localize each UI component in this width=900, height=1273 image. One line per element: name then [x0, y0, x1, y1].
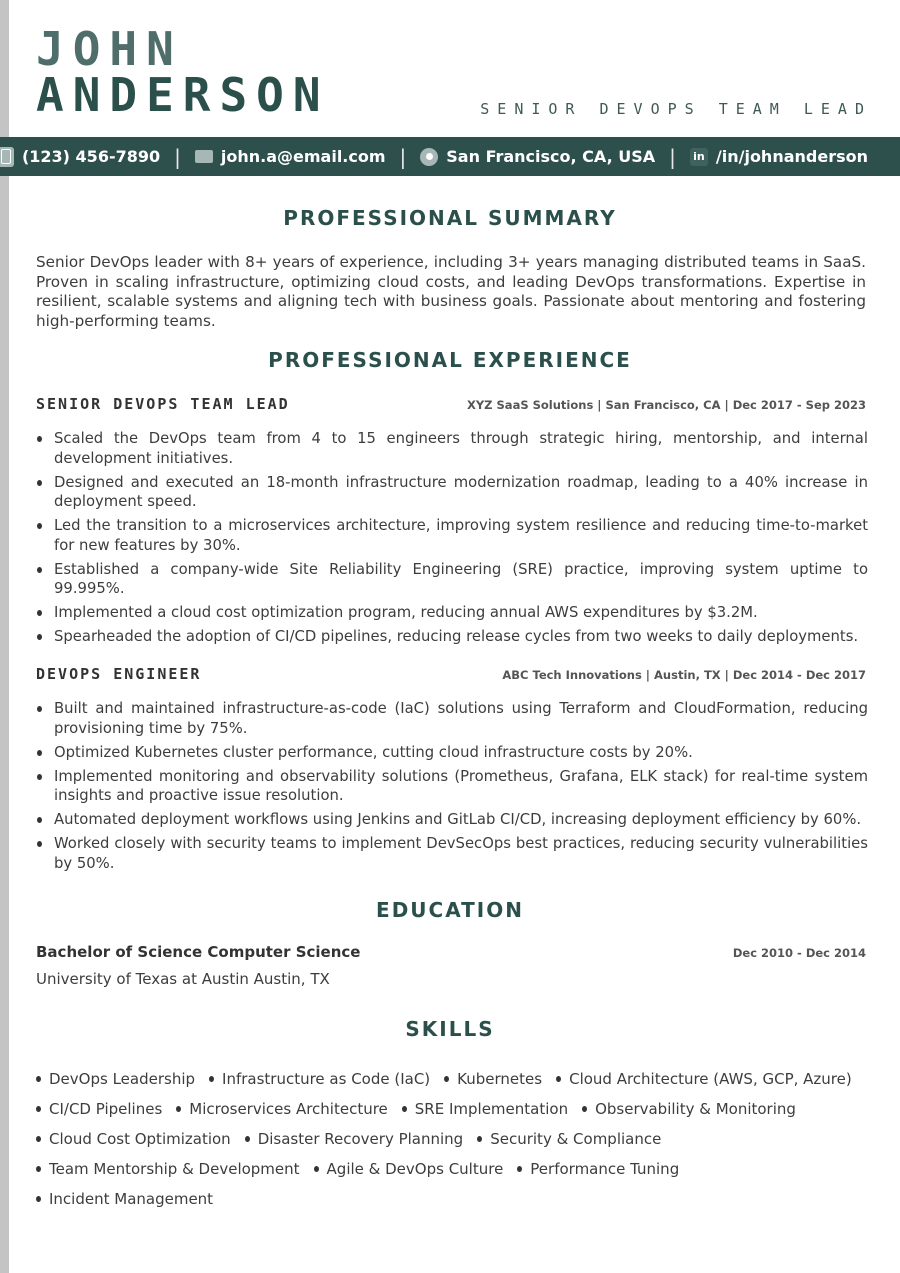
- email-text: john.a@email.com: [220, 147, 386, 166]
- first-name: JOHN: [36, 22, 183, 76]
- job-header: [36, 395, 866, 413]
- job-bullets: [36, 699, 868, 878]
- skill-row: [36, 1094, 876, 1124]
- location-text: San Francisco, CA, USA: [446, 147, 656, 166]
- list-item: Scaled the DevOps team from 4 to 15 engineers through strategic hiring, mentorship, and internal development initiatives.: [36, 429, 868, 468]
- education-school: University of Texas at Austin Austin, TX: [36, 970, 330, 988]
- skill-item: Infrastructure as Code (IaC): [209, 1070, 430, 1088]
- contact-email[interactable]: [195, 147, 386, 166]
- education-row: [36, 943, 866, 961]
- summary-text: Senior DevOps leader with 8+ years of experience, including 3+ years managing distributed teams in SaaS. Proven in scaling infrastructure, optimizing cloud costs, and leading DevOps transformations. Expertise in resilient, scalable systems and aligning tech with business goals. Passionate about mentoring and fostering high-performing teams.: [36, 253, 866, 330]
- job-meta: ABC Tech Innovations | Austin, TX | Dec 2014 - Dec 2017: [502, 668, 866, 682]
- headline-title: SENIOR DEVOPS TEAM LEAD: [480, 100, 872, 118]
- experience-heading: PROFESSIONAL EXPERIENCE: [268, 348, 632, 372]
- skill-item: Microservices Architecture: [176, 1100, 388, 1118]
- linkedin-icon: in: [690, 148, 708, 166]
- list-item: Automated deployment workflows using Jenkins and GitLab CI/CD, increasing deployment efficiency by 60%.: [36, 810, 868, 830]
- job-bullets: [36, 429, 868, 651]
- contact-phone[interactable]: [0, 147, 160, 167]
- phone-icon: [0, 147, 14, 167]
- list-item: Built and maintained infrastructure-as-code (IaC) solutions using Terraform and CloudFormation, reducing provisioning time by 75%.: [36, 699, 868, 738]
- skill-item: Agile & DevOps Culture: [314, 1160, 504, 1178]
- contact-separator: |: [174, 144, 181, 169]
- skill-item: SRE Implementation: [402, 1100, 568, 1118]
- contact-bar: [0, 137, 900, 176]
- skill-row: [36, 1154, 876, 1184]
- skill-item: Observability & Monitoring: [582, 1100, 796, 1118]
- skill-row: [36, 1064, 876, 1094]
- skill-item: Performance Tuning: [517, 1160, 679, 1178]
- job-header: [36, 665, 866, 683]
- list-item: Worked closely with security teams to implement DevSecOps best practices, reducing security vulnerabilities by 50%.: [36, 834, 868, 873]
- list-item: Optimized Kubernetes cluster performance, cutting cloud infrastructure costs by 20%.: [36, 743, 868, 763]
- job-role: SENIOR DEVOPS TEAM LEAD: [36, 395, 290, 413]
- list-item: Spearheaded the adoption of CI/CD pipelines, reducing release cycles from two weeks to daily deployments.: [36, 627, 868, 647]
- contact-location: [420, 147, 655, 166]
- summary-heading: PROFESSIONAL SUMMARY: [283, 206, 617, 230]
- list-item: Led the transition to a microservices architecture, improving system resilience and reducing time-to-market for new features by 30%.: [36, 516, 868, 555]
- skill-row: [36, 1184, 876, 1214]
- candidate-name: [36, 22, 330, 122]
- list-item: Designed and executed an 18-month infrastructure modernization roadmap, leading to a 40% increase in deployment speed.: [36, 473, 868, 512]
- skills-heading: SKILLS: [405, 1017, 495, 1041]
- skill-item: Team Mentorship & Development: [36, 1160, 300, 1178]
- skills-list: [36, 1064, 876, 1214]
- skill-item: CI/CD Pipelines: [36, 1100, 162, 1118]
- location-pin-icon: [420, 148, 438, 166]
- skill-item: Cloud Cost Optimization: [36, 1130, 231, 1148]
- skill-row: [36, 1124, 876, 1154]
- list-item: Implemented monitoring and observability solutions (Prometheus, Grafana, ELK stack) for real-time system insights and proactive issue resolution.: [36, 767, 868, 806]
- linkedin-text: /in/johnanderson: [715, 147, 868, 166]
- skill-item: Security & Compliance: [477, 1130, 661, 1148]
- mail-icon: [195, 150, 213, 163]
- skill-item: DevOps Leadership: [36, 1070, 195, 1088]
- skill-item: Cloud Architecture (AWS, GCP, Azure): [556, 1070, 852, 1088]
- skill-item: Disaster Recovery Planning: [245, 1130, 464, 1148]
- job-meta: XYZ SaaS Solutions | San Francisco, CA | Dec 2017 - Sep 2023: [466, 398, 866, 412]
- list-item: Established a company-wide Site Reliability Engineering (SRE) practice, improving system uptime to 99.995%.: [36, 560, 868, 599]
- left-rail-accent: [0, 0, 9, 1273]
- job-role: DEVOPS ENGINEER: [36, 665, 202, 683]
- phone-text: (123) 456-7890: [21, 147, 161, 166]
- education-degree: Bachelor of Science Computer Science: [36, 943, 361, 961]
- last-name: ANDERSON: [36, 68, 330, 122]
- contact-separator: |: [399, 144, 407, 169]
- contact-linkedin[interactable]: [690, 147, 868, 166]
- education-heading: EDUCATION: [376, 898, 524, 922]
- list-item: Implemented a cloud cost optimization program, reducing annual AWS expenditures by $3.2M.: [36, 603, 868, 623]
- contact-separator: |: [669, 144, 676, 169]
- skill-item: Kubernetes: [444, 1070, 542, 1088]
- skill-item: Incident Management: [36, 1190, 213, 1208]
- education-dates: Dec 2010 - Dec 2014: [732, 946, 866, 960]
